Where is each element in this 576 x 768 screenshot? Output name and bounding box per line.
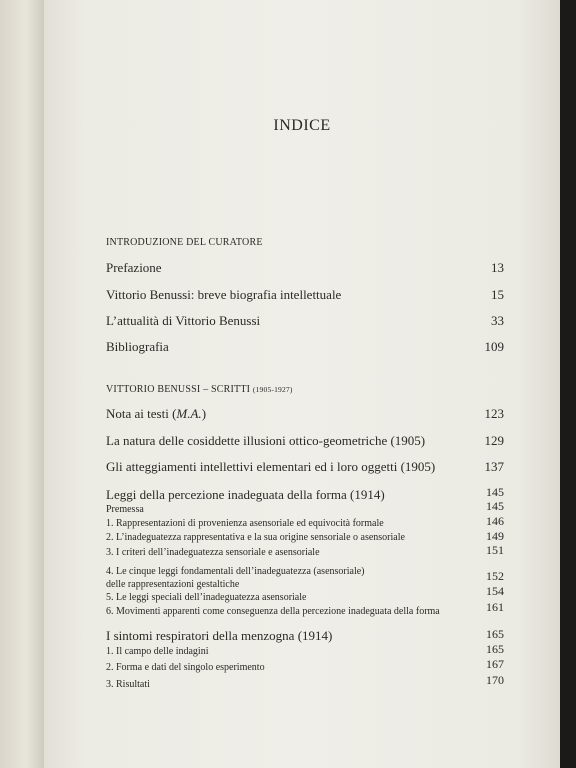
adjacent-page-edge <box>0 0 44 768</box>
toc-entry-atteggiamenti: Gli atteggiamenti intellettivi elementari ed i loro oggetti (1905) <box>106 459 436 474</box>
toc-subentry: 2. L’inadeguatezza rappresentativa e la sua origine sensoriale o asensoriale <box>106 532 405 543</box>
toc-page-number: 15 <box>491 287 504 302</box>
toc-subentry: 2. Forma e dati del singolo esperimento <box>106 662 265 673</box>
section-heading-introduzione: INTRODUZIONE DEL CURATORE <box>106 237 263 248</box>
toc-subentry-premessa: Premessa <box>106 504 144 515</box>
section-heading-years: (1905-1927) <box>252 385 293 394</box>
section-heading-scritti <box>106 384 293 395</box>
page-title: INDICE <box>273 117 331 134</box>
toc-page-number: 109 <box>484 339 504 354</box>
toc-subentry: 3. Risultati <box>106 679 150 690</box>
toc-subentry-continued: delle rappresentazioni gestaltiche <box>106 579 240 590</box>
toc-entry-prefazione: Prefazione <box>106 260 162 275</box>
toc-page-number: 146 <box>486 514 504 528</box>
toc-page-number: 165 <box>486 627 504 641</box>
toc-page-number: 152 <box>486 569 504 583</box>
toc-entry-illusioni: La natura delle cosiddette illusioni ottico-geometriche (1905) <box>106 433 426 448</box>
toc-subentry: 1. Rappresentazioni di provenienza asensoriale ed equivocità formale <box>106 518 384 529</box>
toc-subentry: 1. Il campo delle indagini <box>106 646 209 657</box>
toc-entry-sintomi: I sintomi respiratori della menzogna (1914) <box>106 628 333 643</box>
toc-page-number: 123 <box>484 406 504 421</box>
background-edge <box>560 0 576 768</box>
toc-subentry: 3. I criteri dell’inadeguatezza sensoriale e asensoriale <box>106 547 320 558</box>
book-page <box>44 0 560 768</box>
toc-subentry: 6. Movimenti apparenti come conseguenza della percezione inadeguata della forma <box>106 606 440 617</box>
toc-page-number: 165 <box>486 642 504 656</box>
toc-entry-attualita: L’attualità di Vittorio Benussi <box>106 313 261 328</box>
toc-page-number: 167 <box>486 657 504 671</box>
toc-entry-biografia: Vittorio Benussi: breve biografia intellettuale <box>106 287 342 302</box>
toc-page-number: 154 <box>486 584 504 598</box>
toc-subentry: 5. Le leggi speciali dell’inadeguatezza asensoriale <box>106 592 307 603</box>
toc-page-number: 145 <box>486 485 504 499</box>
toc-page-number: 33 <box>491 313 504 328</box>
toc-page-number: 170 <box>486 673 504 687</box>
toc-page-number: 145 <box>486 499 504 513</box>
toc-page-number: 129 <box>484 433 504 448</box>
toc-page-number: 149 <box>486 529 504 543</box>
toc-subentry: 4. Le cinque leggi fondamentali dell’inadeguatezza (asensoriale) <box>106 566 365 577</box>
toc-page-number: 137 <box>484 459 504 474</box>
toc-entry-leggi-percezione: Leggi della percezione inadeguata della forma (1914) <box>106 487 385 502</box>
toc-entry-nota-ai-testi: Nota ai testi (M.A.) <box>106 406 207 421</box>
toc-entry-bibliografia: Bibliografia <box>106 339 169 354</box>
section-heading-text: VITTORIO BENUSSI – SCRITTI <box>106 384 251 395</box>
toc-page-number: 151 <box>486 543 504 557</box>
toc-page-number: 161 <box>486 600 504 614</box>
toc-page-number: 13 <box>491 260 504 275</box>
